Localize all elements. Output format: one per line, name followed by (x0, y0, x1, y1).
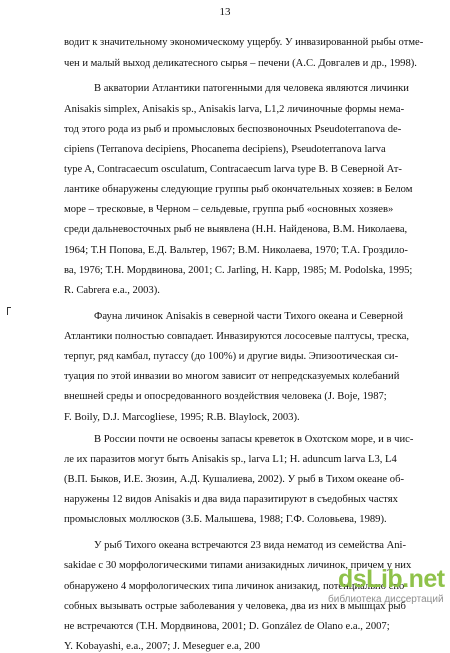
text-line: собных вызывать острые заболевания у человека, два из них в мышцах рыб (64, 601, 406, 612)
text-line: sakidae с 30 морфологическими типами анизакидных личинок, причем у них (64, 560, 412, 571)
paragraph-first-line: В акватории Атлантики патогенными для человека являются личинки (94, 83, 409, 94)
text-line: лантике обнаружены следующие группы рыб окончательных хозяев: в Белом (64, 184, 413, 195)
text-line: ле их паразитов могут быть Anisakis sp., larva L1; H. aduncum larva L3, L4 (64, 454, 397, 465)
watermark-logo: dsLib.net (338, 565, 445, 593)
text-line: 1964; Т.Н Попова, Е.Д. Вальтер, 1967; В.М. Николаева, 1970; Т.А. Гроздило- (64, 245, 408, 256)
paragraph-first-line: У рыб Тихого океана встречаются 23 вида нематод из семейства Ani- (94, 540, 407, 551)
paragraph-first-line: В России почти не освоены запасы креветок в Охотском море, и в чис- (94, 434, 414, 445)
margin-mark (7, 307, 11, 315)
text-line: чен и малый выход деликатесного сырья – печени (А.С. Довгалев и др., 1998). (64, 58, 417, 69)
text-line: Y. Kobayashi, e.a., 2007; J. Meseguer e.a, 200 (64, 641, 261, 652)
text-line: Атлантики полностью совпадает. Инвазируются лососевые палтусы, треска, (64, 331, 410, 342)
text-line: Anisakis simplex, Anisakis sp., Anisakis larva, L1,2 личиночные формы нема- (64, 104, 405, 115)
paragraph-first-line: Фауна личинок Anisakis в северной части Тихого океана и Северной (94, 311, 403, 322)
page-number: 13 (219, 6, 231, 18)
watermark-tagline: библиотека диссертаций (328, 594, 444, 605)
text-line: терпуг, ряд камбал, путассу (до 100%) и другие виды. Эпизоотическая си- (64, 351, 399, 362)
text-line: наружены 12 видов Anisakis и два вида паразитируют в съедобных частях (64, 494, 398, 505)
watermark (328, 565, 445, 611)
text-line: (В.П. Быков, И.Е. Зюзин, А.Д. Кушалиева, 2002). У рыб в Тихом океане об- (64, 474, 404, 485)
text-line: ва, 1976; Т.Н. Мордвинова, 2001; С. Jarling, H. Kapp, 1985; M. Podolska, 1995; (64, 265, 413, 276)
text-line: type A, Contracaecum osculatum, Contracaecum larva type B. В Северной Ат- (64, 164, 402, 175)
text-line: среди дальневосточных рыб не выявлена (Н.Н. Найденова, В.М. Николаева, (64, 224, 408, 235)
text-line: тод этого рода из рыб и промысловых беспозвоночных Pseudoterranova de- (64, 124, 402, 135)
text-line: море – тресковые, в Черном – сельдевые, группа рыб «основных хозяев» (64, 204, 394, 215)
text-line: водит к значительному экономическому ущербу. У инвазированной рыбы отме- (64, 37, 424, 48)
text-line: промысловых моллюсков (З.Б. Малышева, 1988; Г.Ф. Соловьева, 1989). (64, 514, 387, 525)
text-line: туация по этой инвазии во многом зависит от непредсказуемых колебаний (64, 371, 400, 382)
text-line: не встречаются (Т.Н. Мордвинова, 2001; D. González de Olano e.a., 2007; (64, 621, 390, 632)
text-line: F. Boily, D.J. Marcogliese, 1995; R.B. Blaylock, 2003). (64, 412, 300, 423)
text-line: обнаружено 4 морфологических типа личинок анизакид, потенциально спо- (64, 581, 408, 592)
text-line: cipiens (Terranova decipiens, Phocanema decipiens), Pseudoterranova larva (64, 144, 386, 155)
text-line: R. Cabrera е.а., 2003). (64, 285, 160, 296)
text-line: внешней среды и опосредованного воздействия человека (J. Boje, 1987; (64, 391, 387, 402)
